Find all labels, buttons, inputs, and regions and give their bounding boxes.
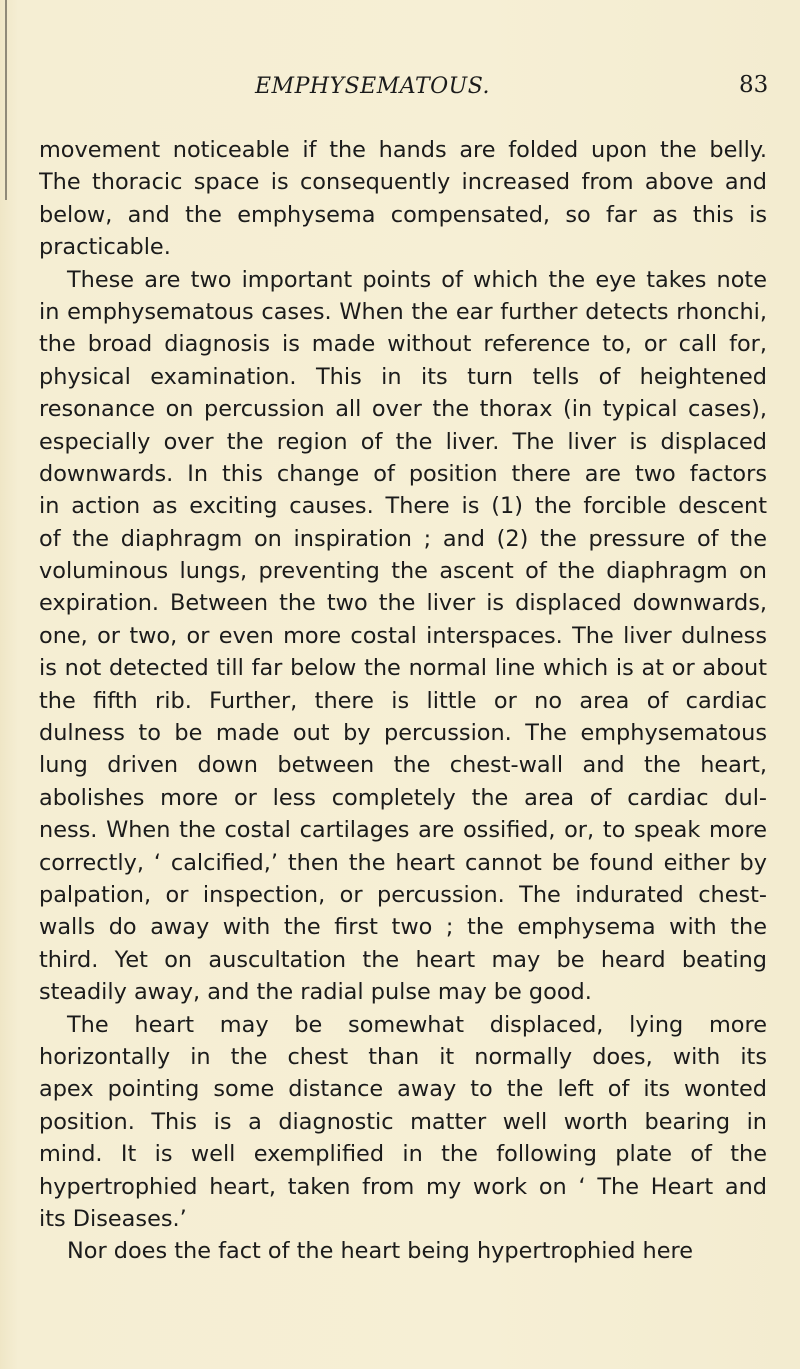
text-line: abolishes more or less completely the area of cardiac dul- [39, 784, 767, 811]
text-line: apex pointing some distance away to the left of its wonted [39, 1076, 767, 1103]
text-line: The heart may be somewhat displaced, lying more [67, 1011, 767, 1038]
page-number: 83 [739, 72, 769, 98]
text-line: dulness to be made out by percussion. The emphysematous [39, 720, 767, 747]
text-line: lung driven down between the chest-wall and the heart, [39, 752, 767, 779]
text-line: third. Yet on auscultation the heart may be heard beating [39, 946, 767, 973]
text-line: expiration. Between the two the liver is displaced downwards, [39, 590, 767, 617]
body-text [39, 134, 767, 1268]
text-line: practicable. [39, 234, 171, 261]
text-line: resonance on percussion all over the thorax (in typical cases), [39, 396, 767, 423]
text-line: steadily away, and the radial pulse may be good. [39, 979, 592, 1006]
page-header [0, 62, 800, 102]
text-line: hypertrophied heart, taken from my work on ‘ The Heart and [39, 1173, 767, 1200]
text-line: physical examination. This in its turn tells of heightened [39, 363, 767, 390]
text-line: correctly, ‘ calcified,’ then the heart cannot be found either by [39, 849, 767, 876]
text-line: of the diaphragm on inspiration ; and (2) the pressure of the [39, 525, 767, 552]
text-line: the fifth rib. Further, there is little or no area of cardiac [39, 687, 767, 714]
text-line: one, or two, or even more costal interspaces. The liver dulness [39, 622, 767, 649]
text-line: its Diseases.’ [39, 1205, 187, 1232]
text-line: walls do away with the first two ; the emphysema with the [39, 914, 767, 941]
text-line: in emphysematous cases. When the ear further detects rhonchi, [39, 298, 767, 325]
text-line: mind. It is well exemplified in the following plate of the [39, 1141, 767, 1168]
text-line: ness. When the costal cartilages are ossified, or, to speak more [39, 817, 767, 844]
text-line: position. This is a diagnostic matter well worth bearing in [39, 1108, 767, 1135]
text-line: These are two important points of which the eye takes note [67, 266, 767, 293]
running-head: EMPHYSEMATOUS. [255, 74, 490, 99]
text-line: downwards. In this change of position there are two factors [39, 460, 767, 487]
text-line: movement noticeable if the hands are folded upon the belly. [39, 137, 767, 163]
text-line: especially over the region of the liver. The liver is displaced [39, 428, 767, 455]
text-line: horizontally in the chest than it normally does, with its [39, 1043, 767, 1070]
text-line: Nor does the fact of the heart being hypertrophied here [67, 1238, 694, 1265]
text-line: is not detected till far below the normal line which is at or about [39, 655, 767, 682]
text-line: palpation, or inspection, or percussion. The indurated chest- [39, 881, 767, 908]
text-line: the broad diagnosis is made without reference to, or call for, [39, 331, 767, 358]
text-line: below, and the emphysema compensated, so far as this is [39, 201, 767, 228]
text-line: in action as exciting causes. There is (1) the forcible descent [39, 493, 767, 520]
text-line: voluminous lungs, preventing the ascent of the diaphragm on [39, 558, 767, 585]
text-line: The thoracic space is consequently increased from above and [39, 169, 767, 196]
